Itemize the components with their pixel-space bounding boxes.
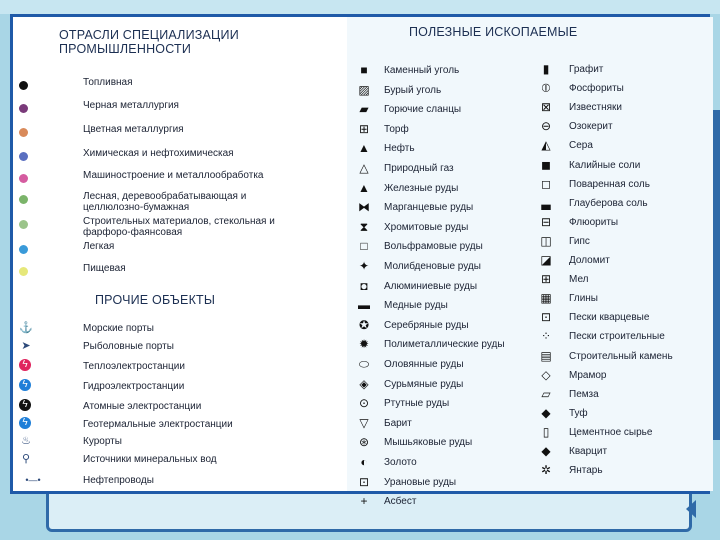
mineral-label: Оловянные руды (384, 359, 464, 370)
mineral-label: Сурьмяные руды (384, 378, 464, 390)
tuff-icon: ◆ (541, 405, 551, 420)
industry-color-dot-icon (19, 220, 28, 229)
other-object-label: Гидроэлектростанции (83, 381, 185, 392)
mineral-label: Мрамор (569, 369, 607, 381)
copper-ore-icon: ▬ (358, 298, 370, 313)
nuclear-plant-icon: ϟ (19, 399, 31, 411)
other-object-label: Атомные электростанции (83, 401, 202, 412)
mineral-label: Торф (384, 123, 409, 135)
mineral-label: Строительный камень (569, 350, 673, 362)
pipeline-icon: •—• (25, 475, 41, 485)
industry-color-dot-icon (19, 152, 28, 161)
clay-icon: ▦ (540, 291, 552, 306)
hard-coal-icon: ■ (360, 63, 368, 77)
aluminum-ore-icon: ◘ (360, 278, 368, 293)
mineral-label: Серебряные руды (384, 319, 469, 331)
mineral-label: Глины (569, 293, 598, 305)
uranium-ore-icon: ⊡ (358, 474, 370, 489)
industry-color-dot-icon (19, 81, 28, 90)
chalk-icon: ⊞ (540, 272, 552, 287)
other-object-label: Курорты (83, 436, 122, 447)
mineral-label: Пемза (569, 388, 599, 400)
mineral-label: Нефть (384, 143, 415, 155)
polymetal-ore-icon: ✹ (358, 337, 370, 352)
next-slide-arrow-icon[interactable] (686, 500, 696, 518)
glauber-salt-icon: ▃ (541, 195, 551, 210)
industry-color-dot-icon (19, 128, 28, 137)
mineral-label: Мел (569, 274, 589, 286)
tin-ore-icon: ⬭ (358, 357, 370, 371)
mineral-label: Бурый уголь (384, 84, 442, 96)
quartz-sand-icon: ⊡ (540, 310, 552, 325)
industry-color-dot-icon (19, 245, 28, 254)
mineral-water-icon: ⚲ (21, 453, 31, 465)
industry-label: Топливная (83, 77, 133, 88)
mineral-label: Янтарь (569, 465, 603, 477)
chromite-ore-icon: ⧗ (359, 219, 369, 234)
mineral-label: Кварцит (569, 446, 608, 457)
mineral-label: Хромитовые руды (384, 221, 469, 233)
fish-icon: ➤ (21, 340, 31, 352)
industry-label: Цветная металлургия (83, 124, 184, 135)
mineral-label: Графит (569, 64, 604, 75)
industry-color-dot-icon (19, 174, 28, 183)
slide-side-strip (712, 110, 720, 440)
mineral-label: Цементное сырье (569, 426, 653, 438)
industry-label: Химическая и нефтохимическая (83, 148, 234, 159)
peat-icon: ⊞ (358, 121, 370, 136)
industry-color-dot-icon (19, 195, 28, 204)
geothermal-plant-icon: ϟ (19, 417, 31, 429)
other-object-label: Нефтепроводы (83, 475, 154, 486)
pumice-icon: ▱ (541, 386, 551, 401)
other-object-label: Морские порты (83, 323, 154, 334)
other-object-label: Источники минеральных вод (83, 454, 217, 465)
arsenic-ore-icon: ⊛ (358, 435, 370, 450)
fluorite-icon: ⊟ (540, 214, 552, 229)
molybdenum-ore-icon: ✦ (358, 259, 370, 273)
building-sand-icon: ⁘ (540, 329, 552, 344)
other-object-label: Геотермальные электростанции (83, 419, 233, 430)
asbestos-icon: + (360, 494, 368, 509)
amber-icon: ✲ (540, 463, 552, 478)
mercury-ore-icon: ⊙ (358, 396, 370, 411)
thermal-plant-icon: ϟ (19, 359, 31, 371)
potash-salt-icon: ◼ (541, 157, 551, 172)
mineral-label: Пески кварцевые (569, 312, 650, 324)
industry-color-dot-icon (19, 267, 28, 276)
ozokerite-icon: ⊖ (540, 119, 552, 134)
mineral-label: Природный газ (384, 163, 454, 174)
tungsten-ore-icon: □ (360, 239, 368, 254)
gypsum-icon: ◫ (540, 233, 552, 248)
industry-label: Строительных материалов, стекольная и фарфоро-фаянсовая (83, 216, 275, 238)
graphite-icon: ▮ (542, 62, 550, 76)
oil-shale-icon: ▰ (359, 102, 369, 117)
quartzite-icon: ◆ (541, 444, 551, 458)
mineral-label: Мышьяковые руды (384, 437, 473, 449)
barite-icon: ▽ (359, 415, 369, 430)
mineral-label: Флюориты (569, 216, 619, 228)
oil-icon: ▲ (358, 141, 370, 156)
mineral-label: Известняки (569, 102, 623, 114)
mineral-label: Гипс (569, 235, 590, 247)
mineral-label: Каменный уголь (384, 65, 460, 76)
building-stone-icon: ▤ (540, 348, 552, 363)
manganese-ore-icon: ⧓ (358, 200, 370, 215)
anchor-icon: ⚓ (19, 322, 33, 334)
mineral-label: Туф (569, 407, 588, 419)
industry-title: ОТРАСЛИ СПЕЦИАЛИЗАЦИИ ПРОМЫШЛЕННОСТИ (59, 28, 239, 56)
mineral-label: Пески строительные (569, 331, 665, 343)
legend-left-column (13, 17, 347, 491)
hydro-plant-icon: ϟ (19, 379, 31, 391)
other-object-label: Рыболовные порты (83, 341, 174, 352)
industry-label: Легкая (83, 241, 115, 252)
industry-label: Пищевая (83, 263, 126, 274)
antimony-ore-icon: ◈ (359, 376, 369, 391)
industry-label: Лесная, деревообрабатывающая и целлюлозно-бумажная (83, 191, 247, 213)
mineral-label: Доломит (569, 255, 610, 266)
mineral-label: Молибденовые руды (384, 261, 481, 272)
mineral-label: Золото (384, 457, 417, 468)
limestone-icon: ⊠ (540, 100, 552, 115)
mineral-label: Сера (569, 140, 593, 152)
industry-color-dot-icon (19, 104, 28, 113)
mineral-label: Фосфориты (569, 83, 624, 95)
other-objects-title: ПРОЧИЕ ОБЪЕКТЫ (95, 293, 216, 307)
phosphorite-icon: ⦶ (541, 81, 551, 96)
mineral-label: Глауберова соль (569, 197, 648, 209)
silver-ore-icon: ✪ (358, 317, 370, 332)
dolomite-icon: ◪ (540, 253, 552, 267)
mineral-label: Железные руды (384, 182, 459, 194)
sulfur-icon: ◭ (541, 138, 551, 153)
slide-top-strip (0, 0, 720, 14)
legend-right-column (347, 17, 713, 509)
mineral-label: Озокерит (569, 121, 613, 133)
mineral-label: Алюминиевые руды (384, 280, 478, 292)
mineral-label: Горючие сланцы (384, 104, 462, 116)
gold-icon: ◐ (360, 455, 368, 469)
industry-label: Машиностроение и металлообработка (83, 170, 264, 181)
resort-icon: ♨ (21, 435, 31, 447)
mineral-label: Асбест (384, 496, 417, 508)
mineral-label: Вольфрамовые руды (384, 241, 483, 253)
table-salt-icon: ◻ (541, 176, 551, 191)
brown-coal-icon: ▨ (358, 82, 370, 97)
mineral-label: Урановые руды (384, 476, 457, 488)
mineral-label: Барит (384, 417, 412, 429)
map-legend (10, 14, 710, 509)
other-object-label: Теплоэлектростанции (83, 361, 185, 372)
iron-ore-icon: ▲ (358, 180, 370, 195)
marble-icon: ◇ (541, 367, 551, 382)
mineral-label: Поваренная соль (569, 178, 650, 190)
minerals-title: ПОЛЕЗНЫЕ ИСКОПАЕМЫЕ (409, 25, 578, 39)
natural-gas-icon: △ (359, 161, 369, 175)
mineral-label: Марганцевые руды (384, 202, 474, 214)
mineral-label: Медные руды (384, 300, 448, 312)
mineral-label: Полиметаллические руды (384, 339, 505, 351)
mineral-label: Калийные соли (569, 159, 641, 171)
industry-label: Черная металлургия (83, 100, 179, 111)
cement-raw-icon: ▯ (542, 424, 550, 439)
mineral-label: Ртутные руды (384, 398, 450, 410)
